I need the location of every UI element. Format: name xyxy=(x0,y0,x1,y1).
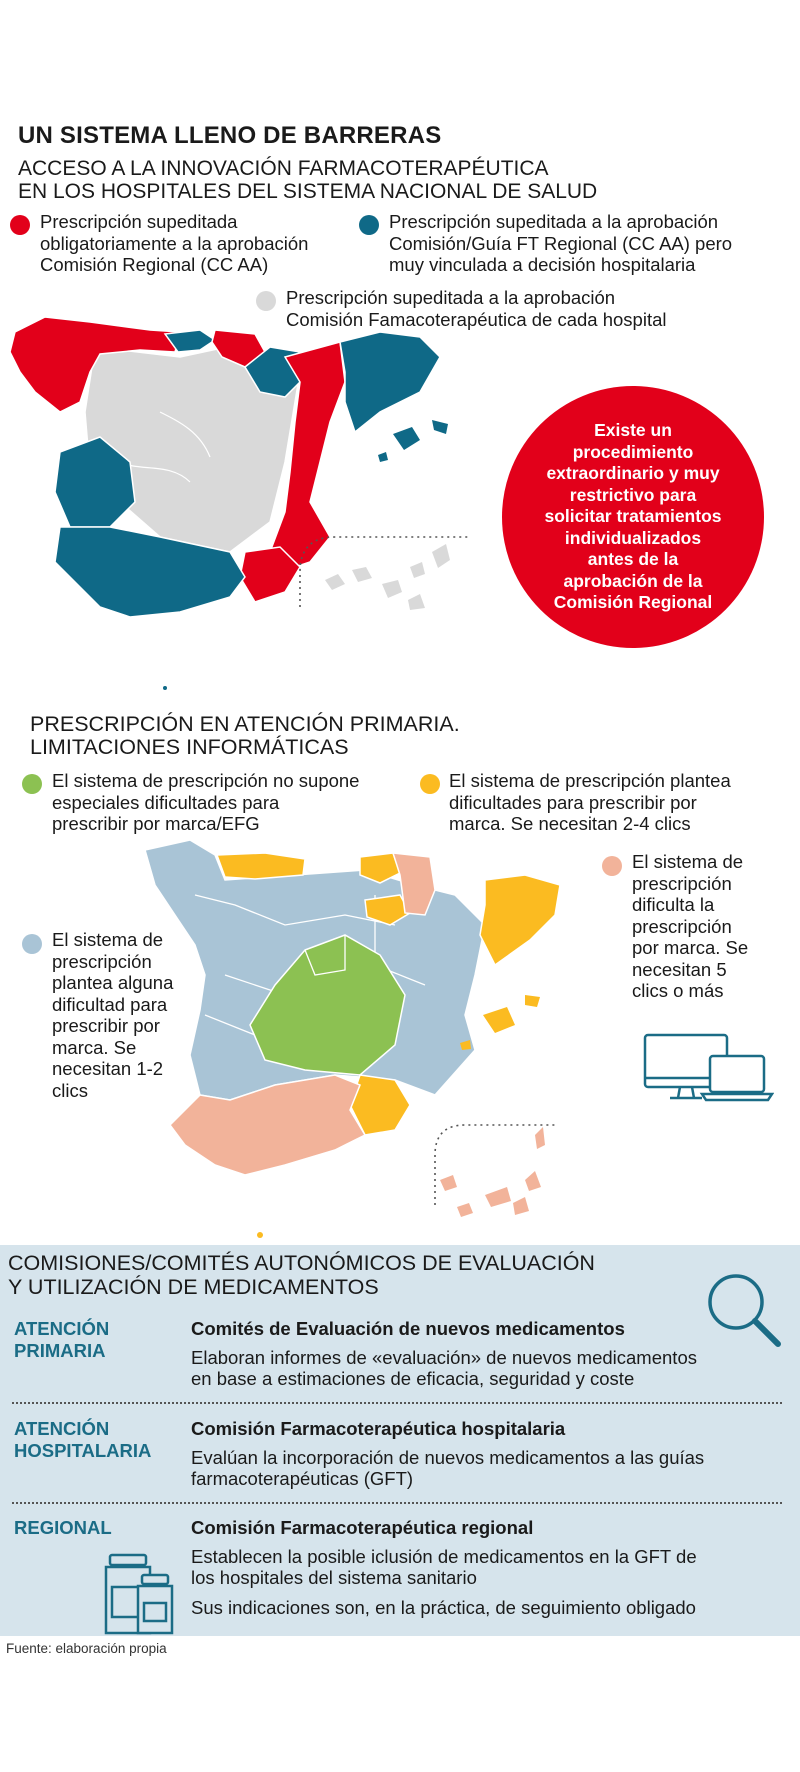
region-yellow-catalonia xyxy=(480,875,560,965)
legend-line: El sistema de prescripción no supone xyxy=(52,770,360,791)
callout-line: Existe un xyxy=(594,420,672,441)
legend-line: clics xyxy=(52,1079,88,1101)
legend-line: dificultad para xyxy=(52,993,168,1015)
legend-line: clics o más xyxy=(632,980,724,1001)
text-line: los hospitales del sistema sanitario xyxy=(191,1566,477,1588)
callout-line: aprobación de la xyxy=(563,570,703,591)
row-label-primaria xyxy=(14,1318,109,1362)
legend-line: dificulta la xyxy=(632,894,715,915)
row-extra-text: Sus indicaciones son, en la práctica, de seguimiento obligado xyxy=(191,1597,696,1618)
legend-line: Comisión Regional (CC AA) xyxy=(40,254,269,275)
title-line: PRESCRIPCIÓN EN ATENCIÓN PRIMARIA. xyxy=(30,712,460,736)
row-heading: Comisión Farmacoterapéutica regional xyxy=(191,1517,534,1538)
region-salmon-canarias xyxy=(440,1127,545,1217)
callout-line: solicitar tratamientos xyxy=(544,506,722,527)
label-line: ATENCIÓN xyxy=(14,1418,110,1439)
legend-line: Comisión Famacoterapéutica de cada hospital xyxy=(286,308,667,330)
legend-line: plantea alguna xyxy=(52,972,174,993)
legend-line: obligatoriamente a la aprobación xyxy=(40,232,309,254)
legend-line: Prescripción supeditada xyxy=(40,211,238,232)
row-label-hospitalaria xyxy=(14,1418,151,1462)
row-separator xyxy=(12,1502,782,1504)
label-line: PRIMARIA xyxy=(14,1340,106,1361)
callout-line: Comisión Regional xyxy=(553,592,713,613)
subtitle-line: ACCESO A LA INNOVACIÓN FARMACOTERAPÉUTICA xyxy=(18,157,549,180)
title-line: LIMITACIONES INFORMÁTICAS xyxy=(30,735,349,759)
spain-map-primary-care xyxy=(135,835,625,1240)
legend-line: prescripción xyxy=(632,872,732,894)
computer-laptop-icon xyxy=(642,1032,774,1104)
legend-line: marca. Se xyxy=(52,1036,137,1058)
row-label-regional xyxy=(14,1517,112,1539)
legend-line: El sistema de xyxy=(52,929,164,950)
section1-subtitle xyxy=(18,157,597,203)
region-yellow-asturias xyxy=(217,853,305,879)
text-line: farmacoterapéuticas (GFT) xyxy=(191,1467,414,1489)
legend-line: Prescripción supeditada a la aprobación xyxy=(286,287,616,308)
text-line: Establecen la posible iclusión de medicamentos en la GFT de xyxy=(191,1546,697,1567)
legend-line: muy vinculada a decisión hospitalaria xyxy=(389,254,696,275)
callout-line: individualizados xyxy=(564,527,702,548)
legend-line: prescripción xyxy=(632,915,732,937)
callout-line: extraordinario y muy xyxy=(546,463,720,484)
legend-line: prescripción xyxy=(52,950,152,972)
legend-line: El sistema de xyxy=(632,851,744,872)
legend-yellow-dot xyxy=(420,774,440,794)
legend-green xyxy=(52,770,359,835)
text-line: Evalúan la incorporación de nuevos medicamentos a las guías xyxy=(191,1447,705,1468)
legend-line: especiales dificultades para xyxy=(52,791,280,813)
row-heading: Comisión Farmacoterapéutica hospitalaria xyxy=(191,1418,566,1439)
legend-line: necesitan 1-2 xyxy=(52,1058,164,1079)
callout-extraordinary-procedure xyxy=(502,386,764,648)
row-separator xyxy=(12,1402,782,1404)
row-text xyxy=(191,1348,697,1389)
legend-line: marca. Se necesitan 2-4 clics xyxy=(449,813,691,834)
main-title: UN SISTEMA LLENO DE BARRERAS xyxy=(18,122,442,149)
legend-line: El sistema de prescripción plantea xyxy=(449,770,731,791)
legend-lightblue-dot xyxy=(22,934,42,954)
text-line: Elaboran informes de «evaluación» de nuevos medicamentos xyxy=(191,1347,697,1368)
label-line: REGIONAL xyxy=(14,1517,112,1538)
region-blue-baleares xyxy=(378,420,448,462)
legend-blue xyxy=(389,211,732,276)
legend-line: Prescripción supeditada a la aprobación xyxy=(389,211,719,232)
callout-line: restrictivo para xyxy=(569,484,697,505)
legend-line: necesitan 5 xyxy=(632,958,727,980)
region-blue-catalonia xyxy=(340,332,440,432)
source-note: Fuente: elaboración propia xyxy=(6,1641,167,1656)
legend-line: prescribir por marca/EFG xyxy=(52,813,260,834)
legend-line: por marca. Se xyxy=(632,937,749,958)
title-line: Y UTILIZACIÓN DE MEDICAMENTOS xyxy=(8,1275,379,1299)
row-heading: Comités de Evaluación de nuevos medicamentos xyxy=(191,1318,625,1339)
region-grey-canarias xyxy=(325,544,450,610)
legend-line: dificultades para prescribir por xyxy=(449,791,697,813)
legend-line: Comisión/Guía FT Regional (CC AA) pero xyxy=(389,232,733,254)
text-line: en base a estimaciones de eficacia, seguridad y coste xyxy=(191,1367,635,1389)
title-line: COMISIONES/COMITÉS AUTONÓMICOS DE EVALUACIÓN xyxy=(8,1251,595,1275)
legend-grey-dot xyxy=(256,291,276,311)
label-line: HOSPITALARIA xyxy=(14,1440,152,1461)
medicine-jars-icon xyxy=(98,1553,178,1635)
legend-yellow xyxy=(449,770,731,835)
section2-title xyxy=(30,713,460,759)
callout-line: procedimiento xyxy=(572,441,694,462)
spain-map-hospital-access xyxy=(0,312,470,692)
section3-title xyxy=(8,1251,595,1299)
callout-line: antes de la xyxy=(587,549,679,570)
subtitle-line: EN LOS HOSPITALES DEL SISTEMA NACIONAL DE SALUD xyxy=(18,180,598,203)
legend-green-dot xyxy=(22,774,42,794)
legend-blue-dot xyxy=(359,215,379,235)
legend-salmon xyxy=(632,851,748,1002)
row-text xyxy=(191,1448,704,1489)
legend-line: prescribir por xyxy=(52,1015,160,1036)
legend-red xyxy=(40,211,308,276)
legend-red-dot xyxy=(10,215,30,235)
row-text xyxy=(191,1547,697,1588)
label-line: ATENCIÓN xyxy=(14,1318,110,1339)
magnifier-icon xyxy=(702,1270,784,1352)
